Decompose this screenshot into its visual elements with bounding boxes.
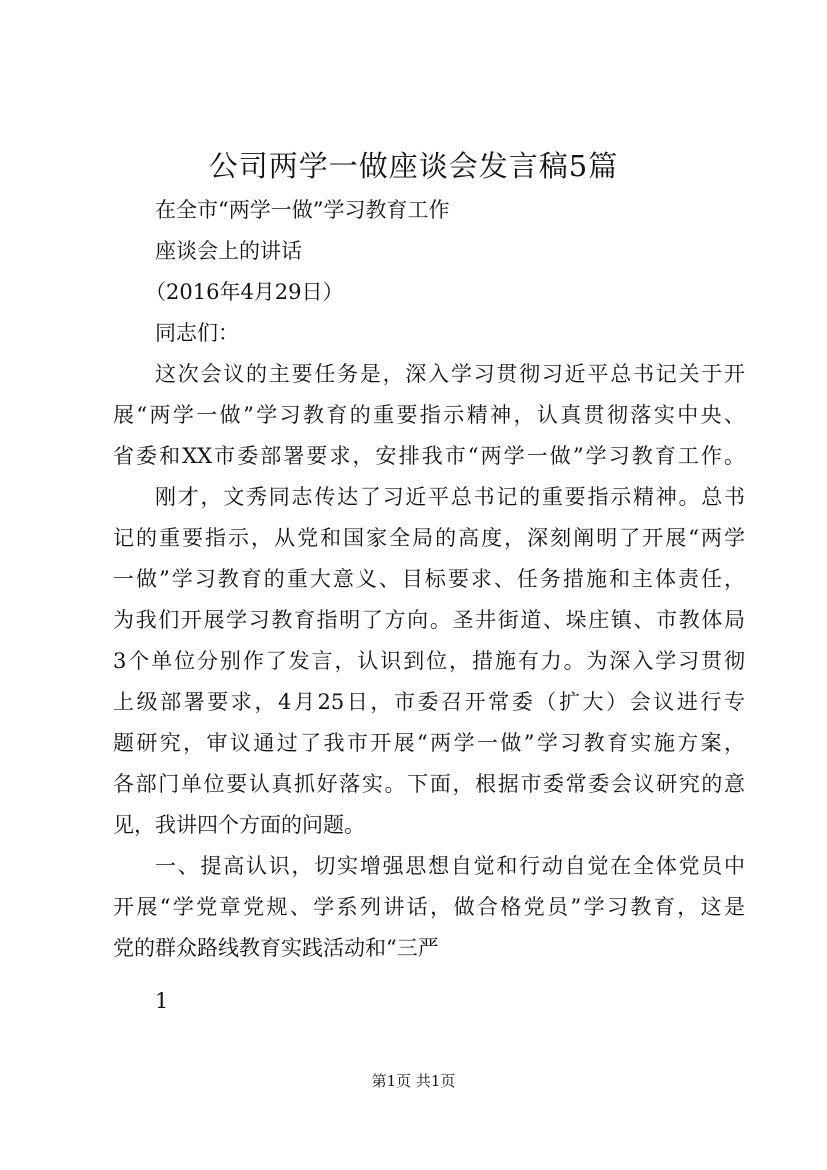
paragraph-line: 题研究，审议通过了我市开展“两学一做”学习教育实施方案， bbox=[113, 731, 745, 755]
paragraph-line: 刚才，文秀同志传达了习近平总书记的重要指示精神。总书 bbox=[155, 485, 745, 509]
spacer bbox=[113, 969, 745, 981]
paragraph-line: 一、提高认识，切实增强思想自觉和行动自觉在全体党员中 bbox=[155, 854, 745, 878]
page-footer: 第1页 共1页 bbox=[371, 1072, 456, 1090]
paragraph-line: 开展“学党章党规、学系列讲话，做合格党员”学习教育，这是 bbox=[113, 895, 745, 919]
paragraph-line: 展“两学一做”学习教育的重要指示精神，认真贯彻落实中央、 bbox=[113, 403, 745, 427]
body-page-number: 1 bbox=[155, 989, 169, 1013]
paragraph-line: 记的重要指示，从党和国家全局的高度，深刻阐明了开展“两学 bbox=[113, 526, 745, 550]
paragraph-line: 这次会议的主要任务是，深入学习贯彻习近平总书记关于开 bbox=[155, 362, 745, 386]
paragraph-1 bbox=[113, 354, 745, 477]
intro-line: 座谈会上的讲话 bbox=[155, 239, 302, 263]
intro-line: （2016年4月29日） bbox=[145, 280, 344, 304]
intro-line: 在全市“两学一做”学习教育工作 bbox=[155, 198, 450, 222]
paragraph-line: 省委和XX市委部署要求，安排我市“两学一做”学习教育工作。 bbox=[113, 444, 745, 468]
paragraph-line: 党的群众路线教育实践活动和“三严 bbox=[113, 936, 439, 960]
document-body bbox=[113, 190, 745, 1022]
paragraph-line: 3个单位分别作了发言，认识到位，措施有力。为深入学习贯彻 bbox=[113, 649, 745, 673]
document-title: 公司两学一做座谈会发言稿5篇 bbox=[208, 149, 619, 183]
paragraph-line: 各部门单位要认真抓好落实。下面，根据市委常委会议研究的意 bbox=[113, 772, 745, 796]
paragraph-line: 为我们开展学习教育指明了方向。圣井街道、垛庄镇、市教体局 bbox=[113, 608, 745, 632]
paragraph-line: 一做”学习教育的重大意义、目标要求、任务措施和主体责任， bbox=[113, 567, 745, 591]
paragraph-2 bbox=[113, 477, 745, 846]
paragraph-line: 见，我讲四个方面的问题。 bbox=[113, 813, 365, 837]
paragraph-3 bbox=[113, 846, 745, 969]
paragraph-line: 上级部署要求，4月25日，市委召开常委（扩大）会议进行专 bbox=[113, 690, 745, 714]
salutation: 同志们： bbox=[155, 321, 239, 345]
